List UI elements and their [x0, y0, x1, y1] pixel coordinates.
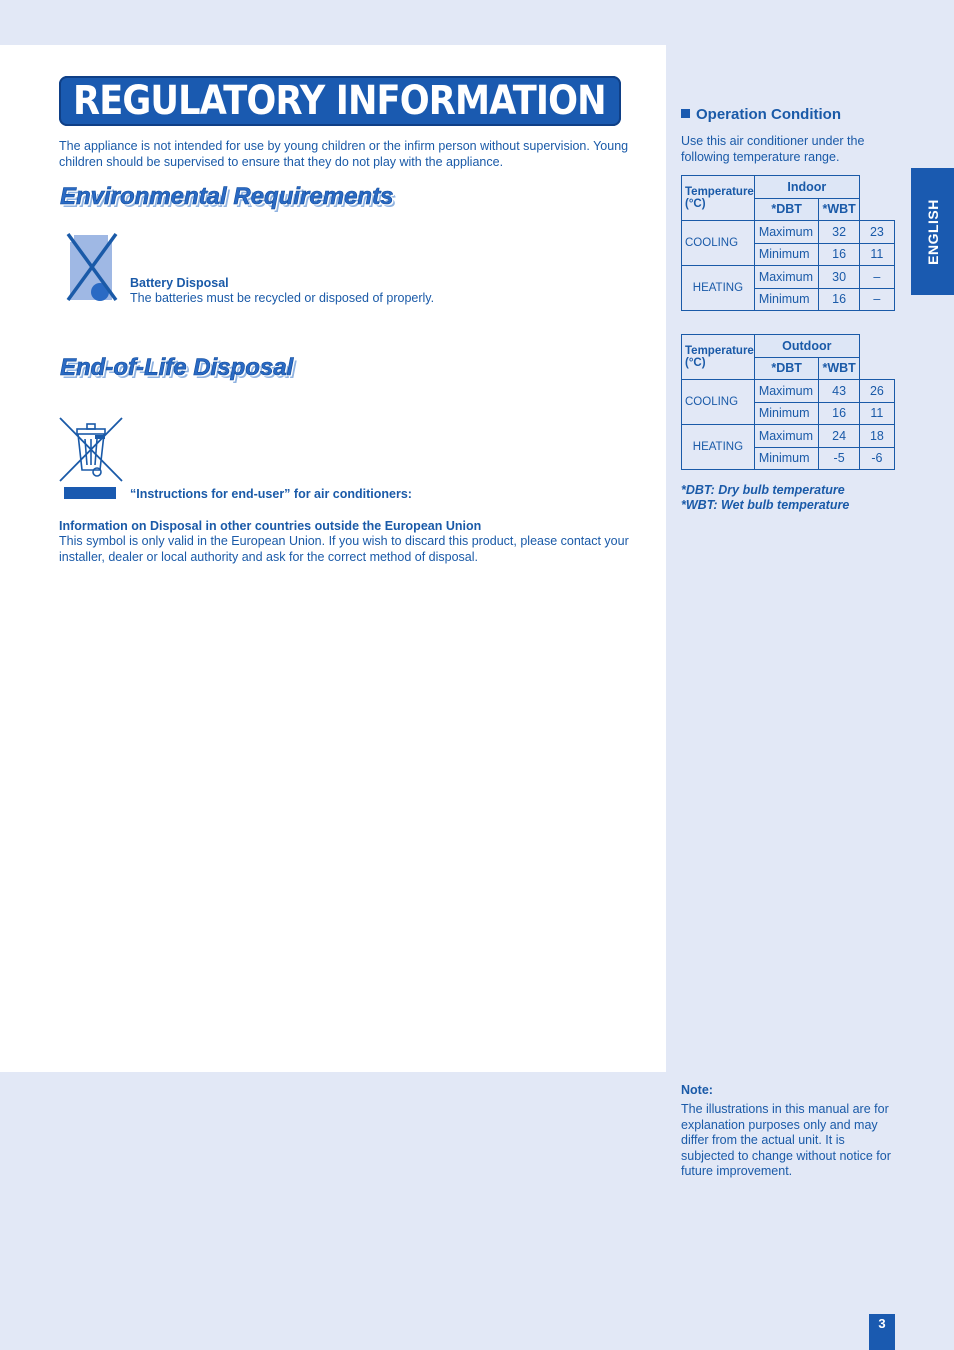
indoor-group: Indoor	[754, 176, 859, 199]
outdoor-cooling-max-dbt: 43	[819, 380, 859, 403]
indoor-temp-label: Temperature (°C)	[682, 176, 755, 221]
indoor-heating-max-dbt: 30	[819, 266, 859, 289]
outdoor-cooling: COOLING	[682, 380, 755, 425]
operation-heading	[681, 106, 841, 123]
outdoor-cooling-min-label: Minimum	[754, 402, 819, 425]
indoor-cooling: COOLING	[682, 221, 755, 266]
battery-text: The batteries must be recycled or disposed of properly.	[130, 291, 435, 305]
footnote-wbt: *WBT: Wet bulb temperature	[681, 498, 850, 512]
eol-info-text: This symbol is only valid in the European Union. If you wish to discard this product, please contact your installer, dealer or local authority and ask for the correct method of disposal.	[59, 534, 629, 564]
weee-bin-icon	[57, 415, 125, 501]
note-text: The illustrations in this manual are for explanation purposes only and may differ from the actual unit. It is subjected to change without notice for future improvement.	[681, 1102, 891, 1179]
indoor-heating-max-label: Maximum	[754, 266, 819, 289]
operation-intro: Use this air conditioner under the following temperature range.	[681, 134, 865, 164]
operation-heading-label: Operation Condition	[696, 106, 841, 123]
indoor-heating-min-label: Minimum	[754, 288, 819, 311]
outdoor-temp-label: Temperature (°C)	[682, 335, 755, 380]
battery-disposal-icon	[64, 232, 120, 302]
outdoor-heating-min-dbt: -5	[819, 447, 859, 470]
outdoor-cooling-max-wbt: 26	[859, 380, 894, 403]
indoor-cooling-min-wbt: 11	[859, 243, 894, 266]
outdoor-cooling-min-dbt: 16	[819, 402, 859, 425]
square-bullet-icon	[681, 109, 690, 118]
page-title: REGULATORY INFORMATION	[73, 78, 606, 124]
indoor-cooling-max-dbt: 32	[819, 221, 859, 244]
indoor-cooling-max-wbt: 23	[859, 221, 894, 244]
environmental-heading: Environmental Requirements	[60, 183, 394, 210]
indoor-col-wbt: *WBT	[819, 198, 859, 221]
outdoor-group: Outdoor	[754, 335, 859, 358]
page-title-bar	[59, 76, 621, 126]
indoor-table	[681, 175, 895, 311]
outdoor-heating-max-dbt: 24	[819, 425, 859, 448]
indoor-heating-min-wbt: –	[859, 288, 894, 311]
indoor-cooling-min-label: Minimum	[754, 243, 819, 266]
outdoor-col-wbt: *WBT	[819, 357, 859, 380]
intro-text: The appliance is not intended for use by young children or the infirm person without supervision. Young children should be supervised to ensure that they do not play with the appliance.	[59, 139, 629, 169]
outdoor-table	[681, 334, 895, 470]
indoor-cooling-min-dbt: 16	[819, 243, 859, 266]
eol-heading: End-of-Life Disposal	[60, 354, 294, 381]
language-tab	[911, 168, 954, 295]
indoor-heating: HEATING	[682, 266, 755, 311]
footnote-dbt: *DBT: Dry bulb temperature	[681, 483, 845, 497]
note-title: Note:	[681, 1083, 713, 1097]
outdoor-cooling-min-wbt: 11	[859, 402, 894, 425]
indoor-heating-max-wbt: –	[859, 266, 894, 289]
outdoor-cooling-max-label: Maximum	[754, 380, 819, 403]
eol-info-title: Information on Disposal in other countries outside the European Union	[59, 519, 482, 533]
outdoor-heating-max-label: Maximum	[754, 425, 819, 448]
battery-title: Battery Disposal	[130, 276, 229, 290]
outdoor-col-dbt: *DBT	[754, 357, 819, 380]
indoor-cooling-max-label: Maximum	[754, 221, 819, 244]
outdoor-heating-min-label: Minimum	[754, 447, 819, 470]
outdoor-heating-max-wbt: 18	[859, 425, 894, 448]
indoor-heating-min-dbt: 16	[819, 288, 859, 311]
indoor-col-dbt: *DBT	[754, 198, 819, 221]
eol-instructions: “Instructions for end-user” for air conditioners:	[130, 487, 412, 501]
outdoor-heating: HEATING	[682, 425, 755, 470]
page-number: 3	[869, 1314, 895, 1350]
outdoor-heating-min-wbt: -6	[859, 447, 894, 470]
language-tab-label: ENGLISH	[924, 198, 941, 265]
